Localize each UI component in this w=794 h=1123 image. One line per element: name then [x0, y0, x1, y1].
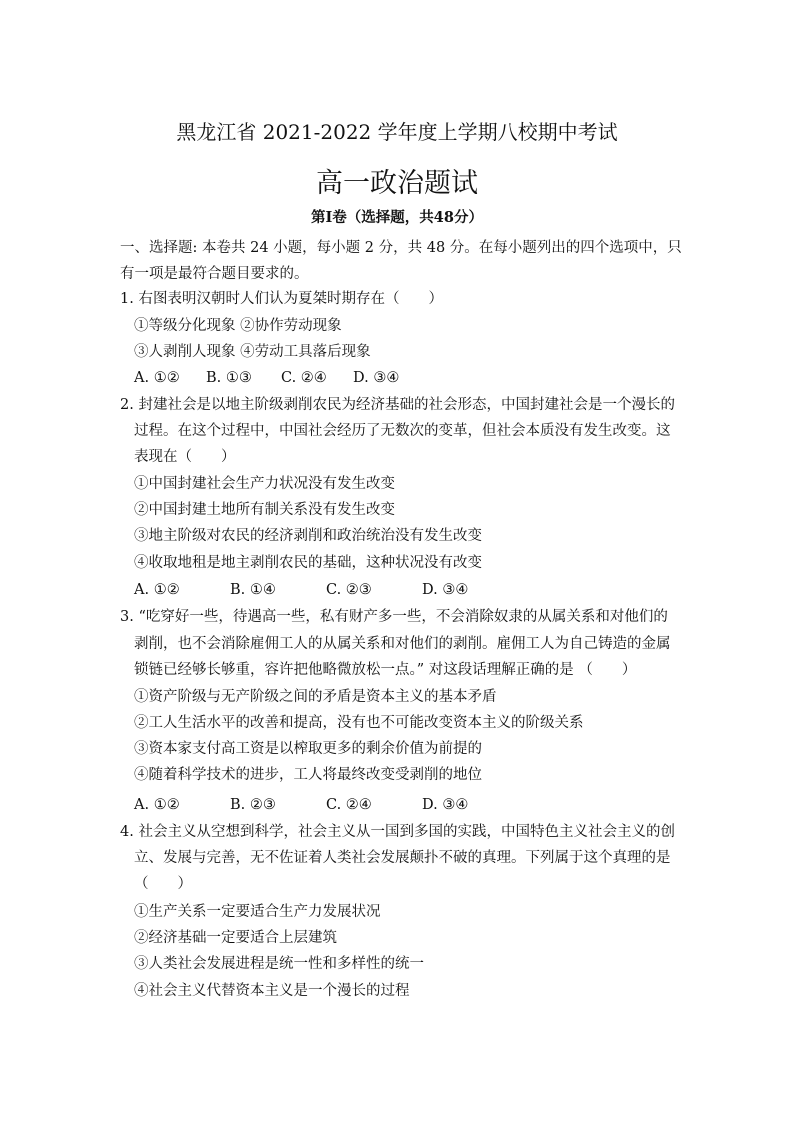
- question-1-stem: 1. 右图表明汉朝时人们认为夏桀时期存在（ ）: [120, 291, 443, 307]
- option-a: A. ①②: [134, 370, 180, 386]
- question-1-item: ③人剥削人现象 ④劳动工具落后现象: [134, 344, 371, 360]
- question-2-options: [134, 580, 694, 600]
- question-4-stem: 4. 社会主义从空想到科学，社会主义从一国到多国的实践，中国特色主义社会主义的创: [120, 824, 675, 840]
- option-a: A. ①②: [134, 582, 180, 598]
- question-3-stem: 剥削，也不会消除雇佣工人的从属关系和对他们的剥削。雇佣工人为自己铸造的金属: [134, 636, 671, 652]
- option-b: B. ②③: [230, 797, 276, 813]
- option-c: C. ②③: [326, 582, 372, 598]
- section-title: 第Ⅰ卷（选择题，共48分）: [311, 209, 483, 226]
- option-c: C. ②④: [281, 370, 327, 386]
- question-4-item: ②经济基础一定要适合上层建筑: [134, 930, 337, 946]
- question-2-item: ②中国封建土地所有制关系没有发生改变: [134, 502, 395, 518]
- option-b: B. ①④: [230, 582, 276, 598]
- question-2-item: ③地主阶级对农民的经济剥削和政治统治没有发生改变: [134, 528, 482, 544]
- option-d: D. ③④: [422, 797, 469, 813]
- option-d: D. ③④: [422, 582, 469, 598]
- instructions-line-2: 有一项是最符合题目要求的。: [120, 266, 309, 282]
- option-c: C. ②④: [326, 797, 372, 813]
- option-b: B. ①③: [206, 370, 252, 386]
- question-3-stem: 锁链已经够长够重，容许把他略微放松一点。” 对这段话理解正确的是 （ ）: [134, 662, 637, 678]
- question-4-item: ③人类社会发展进程是统一性和多样性的统一: [134, 956, 424, 972]
- question-2-item: ④收取地租是地主剥削农民的基础，这种状况没有改变: [134, 555, 482, 571]
- question-3-stem: 3. “吃穿好一些，待遇高一些，私有财产多一些，不会消除奴隶的从属关系和对他们的: [120, 609, 668, 625]
- question-3-item: ④随着科学技术的进步，工人将最终改变受剥削的地位: [134, 767, 482, 783]
- question-3-options: [134, 795, 694, 815]
- question-2-item: ①中国封建社会生产力状况没有发生改变: [134, 476, 395, 492]
- question-1-options: [134, 368, 694, 388]
- question-4-item: ④社会主义代替资本主义是一个漫长的过程: [134, 983, 410, 999]
- question-1-item: ①等级分化现象 ②协作劳动现象: [134, 318, 342, 334]
- subject-title: 高一政治题试: [316, 168, 478, 199]
- question-3-item: ③资本家支付高工资是以榨取更多的剩余价值为前提的: [134, 741, 482, 757]
- instructions-line-1: 一、选择题: 本卷共 24 小题，每小题 2 分，共 48 分。在每小题列出的四个选项中，只: [120, 240, 682, 256]
- option-d: D. ③④: [353, 370, 400, 386]
- question-2-stem: 表现在（ ）: [134, 449, 236, 465]
- question-3-item: ①资产阶级与无产阶级之间的矛盾是资本主义的基本矛盾: [134, 689, 497, 705]
- question-4-stem: （ ）: [134, 876, 192, 892]
- question-4-stem: 立、发展与完善，无不佐证着人类社会发展颠扑不破的真理。下列属于这个真理的是: [134, 850, 671, 866]
- option-a: A. ①②: [134, 797, 180, 813]
- question-2-stem: 2. 封建社会是以地主阶级剥削农民为经济基础的社会形态，中国封建社会是一个漫长的: [120, 397, 675, 413]
- question-4-item: ①生产关系一定要适合生产力发展状况: [134, 904, 381, 920]
- exam-title: 黑龙江省 2021-2022 学年度上学期八校期中考试: [176, 120, 618, 144]
- question-2-stem: 过程。在这个过程中，中国社会经历了无数次的变革，但社会本质没有发生改变。这: [134, 423, 671, 439]
- question-3-item: ②工人生活水平的改善和提高，没有也不可能改变资本主义的阶级关系: [134, 715, 584, 731]
